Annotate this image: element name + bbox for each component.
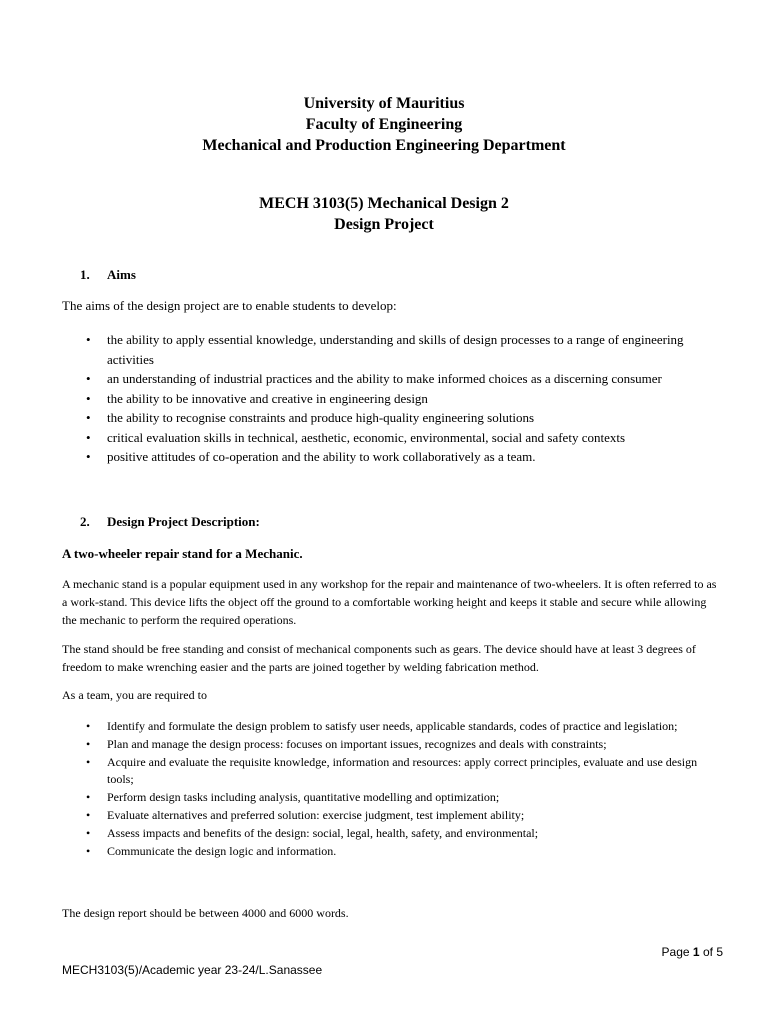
page-of: of <box>702 945 713 959</box>
list-item: • Communicate the design logic and information. <box>62 843 724 861</box>
university-name: University of Mauritius <box>303 95 465 112</box>
requirements-list <box>62 718 724 860</box>
document-header <box>0 93 768 156</box>
list-item: • an understanding of industrial practices and the ability to make informed choices as a discerning consumer <box>62 369 724 389</box>
section-2-number: 2. <box>80 514 90 529</box>
list-item: • Evaluate alternatives and preferred solution: exercise judgment, test implement ability; <box>62 807 724 825</box>
list-item: • Identify and formulate the design problem to satisfy user needs, applicable standards, codes of practice and legislation; <box>62 718 724 736</box>
aims-intro: The aims of the design project are to enable students to develop: <box>62 298 397 313</box>
section-1-title: Aims <box>107 267 136 282</box>
page-total: 5 <box>716 945 723 959</box>
section-1-number: 1. <box>80 267 90 282</box>
list-item: • the ability to apply essential knowledge, understanding and skills of design processes to a range of engineering activities <box>62 330 724 369</box>
description-paragraph-2: The stand should be free standing and consist of mechanical components such as gears. The device should have at least 3 degrees of freedom to make wrenching easier and the parts are joined together by welding fabrication method. <box>62 642 696 674</box>
list-item: • Assess impacts and benefits of the design: social, legal, health, safety, and environmental; <box>62 825 724 843</box>
document-type: Design Project <box>334 216 434 233</box>
section-2-heading <box>80 513 260 531</box>
aims-list <box>62 330 724 467</box>
description-paragraph-1: A mechanic stand is a popular equipment used in any workshop for the repair and maintenance of two-wheelers. It is often referred to as a work-stand. This device lifts the object off the ground to a comfortable working height and keeps it stable and secure while allowing the mechanic to perform the required operations. <box>62 577 717 627</box>
course-title: MECH 3103(5) Mechanical Design 2 <box>259 195 509 212</box>
list-item: • critical evaluation skills in technical, aesthetic, economic, environmental, social and safety contexts <box>62 428 724 448</box>
faculty-name: Faculty of Engineering <box>305 116 463 133</box>
list-item: • positive attitudes of co-operation and the ability to work collaboratively as a team. <box>62 447 724 467</box>
section-1-heading <box>80 266 136 284</box>
list-item: • the ability to recognise constraints and produce high-quality engineering solutions <box>62 408 724 428</box>
page-current: 1 <box>692 945 700 959</box>
list-item: • Acquire and evaluate the requisite knowledge, information and resources: apply correct principles, evaluate and use design tools; <box>62 754 724 790</box>
department-name: Mechanical and Production Engineering Department <box>202 137 566 154</box>
page-label: Page <box>661 945 690 959</box>
page-number <box>662 943 723 961</box>
project-subtitle: A two-wheeler repair stand for a Mechanic. <box>62 546 303 561</box>
list-item: • Perform design tasks including analysis, quantitative modelling and optimization; <box>62 789 724 807</box>
list-item: • Plan and manage the design process: focuses on important issues, recognizes and deals with constraints; <box>62 736 724 754</box>
requirements-intro: As a team, you are required to <box>62 688 207 702</box>
footer-reference: MECH3103(5)/Academic year 23-24/L.Sanassee <box>62 963 323 977</box>
word-limit-note: The design report should be between 4000 and 6000 words. <box>62 906 349 920</box>
section-2-title: Design Project Description: <box>107 514 260 529</box>
list-item: • the ability to be innovative and creative in engineering design <box>62 389 724 409</box>
course-title-block <box>0 193 768 235</box>
